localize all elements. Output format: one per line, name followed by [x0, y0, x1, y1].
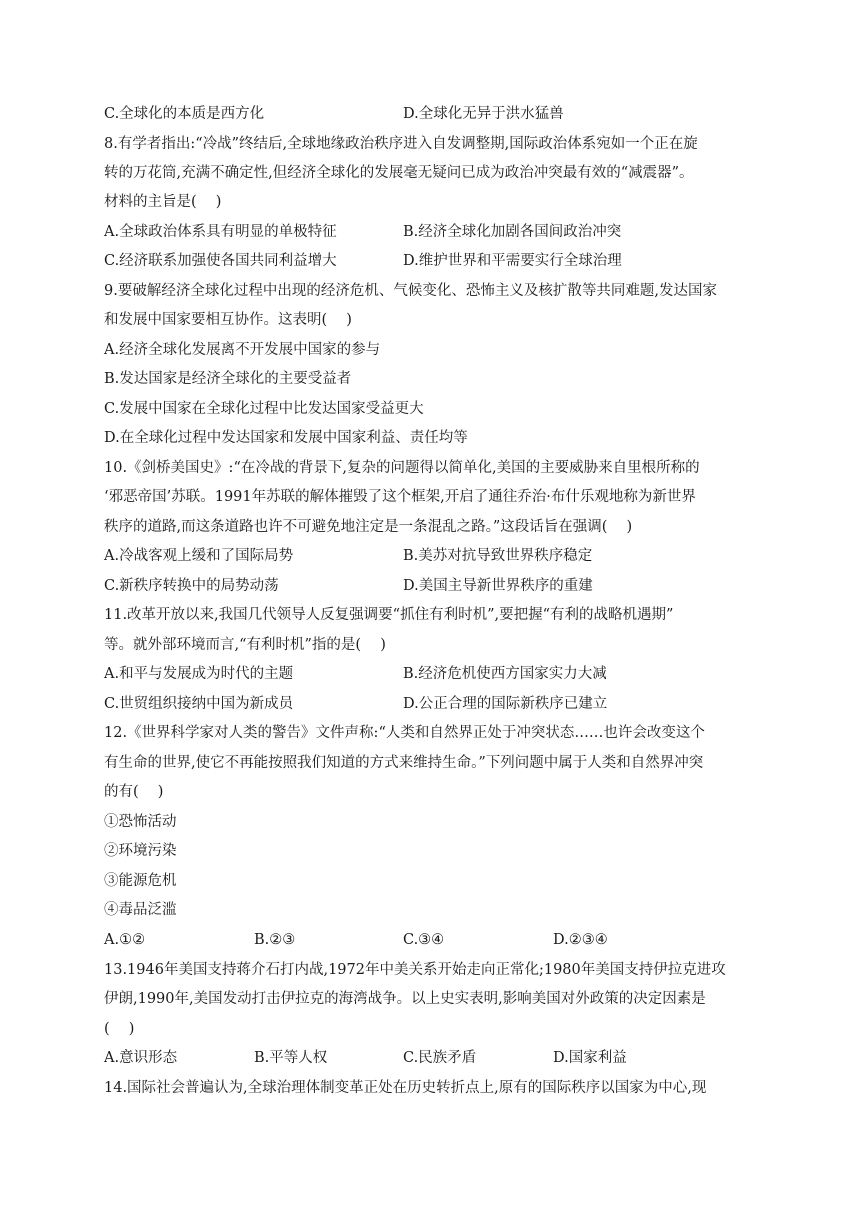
q13-option-d: D.国家利益 — [553, 1050, 627, 1066]
q12-item-2: ②环境污染 — [104, 843, 177, 859]
q7-option-d: D.全球化无异于洪水猛兽 — [403, 106, 564, 122]
q11-option-b: B.经济危机使西方国家实力大减 — [403, 666, 607, 682]
q12-stem-line-3: 的有( ) — [104, 784, 164, 800]
q10-option-b: B.美苏对抗导致世界秩序稳定 — [403, 548, 593, 564]
q11-option-c: C.世贸组织接纳中国为新成员 — [104, 696, 294, 712]
q11-option-a: A.和平与发展成为时代的主题 — [104, 666, 294, 682]
q13-stem-line-3: ( ) — [104, 1021, 135, 1037]
q12-item-3: ③能源危机 — [104, 873, 177, 889]
q8-option-b: B.经济全球化加剧各国间政治冲突 — [403, 224, 622, 240]
q9-option-c: C.发展中国家在全球化过程中比发达国家受益更大 — [104, 401, 424, 417]
q12-option-a: A.①② — [104, 932, 146, 948]
q9-stem-line-2: 和发展中国家要相互协作。这表明( ) — [104, 312, 352, 328]
q14-stem-line-1: 14.国际社会普遍认为,全球治理体制变革正处在历史转折点上,原有的国际秩序以国家为中心,现 — [104, 1080, 707, 1096]
q8-option-d: D.维护世界和平需要实行全球治理 — [403, 253, 622, 269]
q8-option-c: C.经济联系加强使各国共同利益增大 — [104, 253, 337, 269]
q9-option-b: B.发达国家是经济全球化的主要受益者 — [104, 371, 352, 387]
q10-stem-line-2: ‘邪恶帝国’苏联。1991年苏联的解体摧毁了这个框架,开启了通往乔治·布什乐观地称为新世界 — [104, 489, 696, 505]
q12-item-4: ④毒品泛滥 — [104, 902, 177, 918]
q10-option-a: A.冷战客观上缓和了国际局势 — [104, 548, 294, 564]
q8-option-a: A.全球政治体系具有明显的单极特征 — [104, 224, 337, 240]
q12-option-c: C.③④ — [403, 932, 445, 948]
q12-item-1: ①恐怖活动 — [104, 814, 177, 830]
q13-option-a: A.意识形态 — [104, 1050, 178, 1066]
q12-option-d: D.②③④ — [553, 932, 608, 948]
q11-stem-line-2: 等。就外部环境而言,“有利时机”指的是( ) — [104, 637, 386, 653]
q8-stem-line-2: 转的万花筒,充满不确定性,但经济全球化的发展毫无疑问已成为政治冲突最有效的“减震器”。 — [104, 165, 694, 181]
q10-option-d: D.美国主导新世界秩序的重建 — [403, 578, 593, 594]
q8-stem-line-1: 8.有学者指出:“冷战”终结后,全球地缘政治秩序进入自发调整期,国际政治体系宛如一个正在旋 — [104, 136, 698, 152]
q11-stem-line-1: 11.改革开放以来,我国几代领导人反复强调要“抓住有利时机”,要把握“有利的战略机遇期” — [104, 607, 674, 623]
q10-stem-line-3: 秩序的道路,而这条道路也许不可避免地注定是一条混乱之路。”这段话旨在强调( ) — [104, 519, 633, 535]
q9-stem-line-1: 9.要破解经济全球化过程中出现的经济危机、气候变化、恐怖主义及核扩散等共同难题,发达国家 — [104, 283, 717, 299]
q10-stem-line-1: 10.《剑桥美国史》:“在冷战的背景下,复杂的问题得以简单化,美国的主要威胁来自里根所称的 — [104, 460, 700, 476]
q12-option-b: B.②③ — [254, 932, 296, 948]
q9-option-a: A.经济全球化发展离不开发展中国家的参与 — [104, 342, 381, 358]
q9-option-d: D.在全球化过程中发达国家和发展中国家利益、责任均等 — [104, 430, 468, 446]
q8-stem-line-3: 材料的主旨是( ) — [104, 194, 222, 210]
q10-option-c: C.新秩序转换中的局势动荡 — [104, 578, 279, 594]
q12-stem-line-2: 有生命的世界,使它不再能按照我们知道的方式来维持生命。”下列问题中属于人类和自然界冲突 — [104, 755, 704, 771]
q13-option-c: C.民族矛盾 — [403, 1050, 477, 1066]
q7-option-c: C.全球化的本质是西方化 — [104, 106, 265, 122]
q13-stem-line-1: 13.1946年美国支持蒋介石打内战,1972年中美关系开始走向正常化;1980年美国支持伊拉克进攻 — [104, 962, 726, 978]
q12-stem-line-1: 12.《世界科学家对人类的警告》文件声称:“人类和自然界正处于冲突状态……也许会改变这个 — [104, 725, 705, 741]
q13-option-b: B.平等人权 — [254, 1050, 328, 1066]
q13-stem-line-2: 伊朗,1990年,美国发动打击伊拉克的海湾战争。以上史实表明,影响美国对外政策的决定因素是 — [104, 991, 706, 1007]
q11-option-d: D.公正合理的国际新秩序已建立 — [403, 696, 608, 712]
